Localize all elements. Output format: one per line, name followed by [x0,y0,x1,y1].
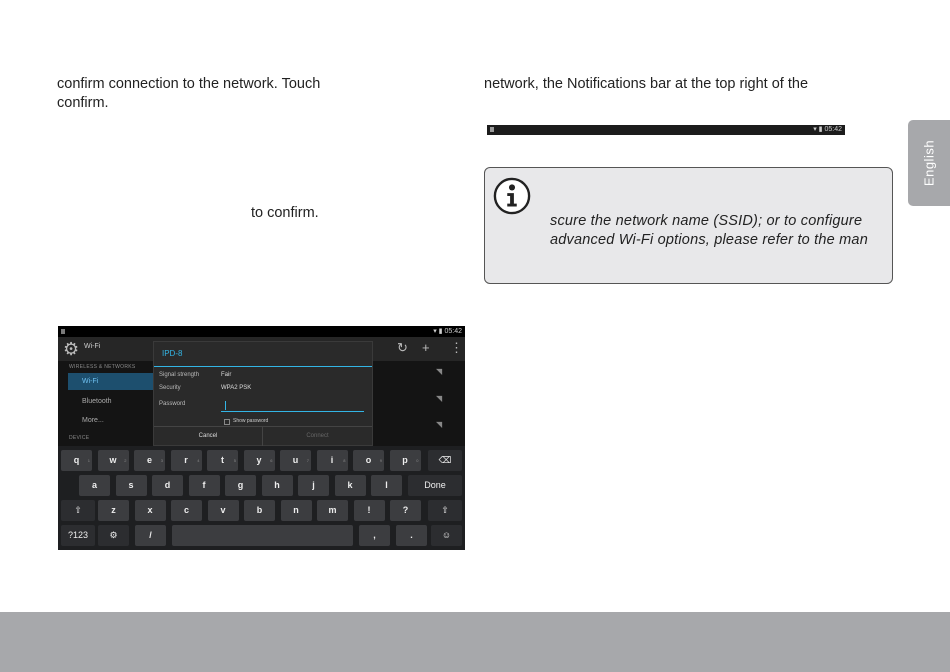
refresh-icon[interactable]: ↻ [397,340,408,355]
key-a[interactable]: a [79,475,110,496]
cancel-button[interactable]: Cancel [154,427,263,446]
security-value: WPA2 PSK [221,385,252,391]
action-bar-title: Wi-Fi [84,343,101,350]
key-period[interactable]: . [396,525,427,546]
wifi-connect-dialog [153,341,373,446]
signal-value: Fair [221,372,232,378]
section-device: DEVICE [69,435,90,441]
left-text-line-1: confirm connection to the network. Touch [57,76,321,92]
key-s[interactable]: s [116,475,147,496]
key-r[interactable]: r 4 [171,450,202,471]
password-field[interactable] [221,411,364,412]
signal-label: Signal strength [159,372,200,378]
key-j[interactable]: j [298,475,329,496]
key-comma[interactable]: , [359,525,390,546]
key-o[interactable]: o 9 [353,450,384,471]
connect-button[interactable]: Connect [306,433,329,439]
overflow-icon[interactable]: ⋮ [450,340,463,355]
notification-icon [490,127,494,132]
key-p[interactable]: p 0 [390,450,421,471]
status-notification-icon [61,329,65,334]
wifi-screenshot [58,326,465,550]
section-wireless: WIRELESS & NETWORKS [69,364,136,370]
key-question[interactable]: ? [390,500,421,521]
text-cursor [225,401,226,410]
status-bar [58,326,465,337]
key-i[interactable]: i 8 [317,450,348,471]
key-g[interactable]: g [225,475,256,496]
security-label: Security [159,385,181,391]
shift-icon[interactable]: ⇧ [428,500,462,521]
show-password-label: Show password [233,418,269,424]
language-tab-label: English [921,139,937,187]
key-d[interactable]: d [152,475,183,496]
key-h[interactable]: h [262,475,293,496]
key-t[interactable]: t 5 [207,450,238,471]
wifi-signal-icon: ◥ [436,394,443,403]
on-screen-keyboard [58,446,465,550]
symbols-key[interactable]: ?123 [61,525,95,546]
left-text-line-3: to confirm. [251,205,319,221]
status-time: ▾ ▮ 05:42 [433,328,462,335]
key-b[interactable]: b [244,500,275,521]
settings-icon[interactable]: ⚙ [98,525,129,546]
menu-item-wifi[interactable]: Wi-Fi [68,373,154,390]
key-v[interactable]: v [208,500,239,521]
key-c[interactable]: c [171,500,202,521]
gear-icon: ⚙ [63,339,80,359]
wifi-signal-icon: ◥ [436,367,443,376]
dialog-button-bar [154,426,372,446]
dialog-title: IPD-8 [162,349,183,358]
note-box [484,167,893,284]
key-exclamation[interactable]: ! [354,500,385,521]
key-e[interactable]: e 3 [134,450,165,471]
key-k[interactable]: k [335,475,366,496]
info-icon [493,177,531,215]
done-key[interactable]: Done [408,475,462,496]
key-x[interactable]: x [135,500,166,521]
notification-bar-image [487,125,845,135]
left-text-line-2: confirm. [57,95,109,111]
language-tab [908,120,950,206]
key-w[interactable]: w 2 [98,450,129,471]
space-bar[interactable] [172,525,353,546]
key-m[interactable]: m [317,500,348,521]
backspace-icon[interactable]: ⌫ [428,450,462,471]
wifi-signal-icon: ◥ [436,420,443,429]
menu-item-bluetooth[interactable]: Bluetooth [82,398,112,405]
show-password-checkbox[interactable] [224,419,230,425]
emoji-icon[interactable]: ☺ [431,525,462,546]
password-label: Password [159,401,186,407]
notification-status: ▾ ▮ 05:42 [813,126,842,133]
key-f[interactable]: f [189,475,220,496]
key-l[interactable]: l [371,475,402,496]
note-line-1: scure the network name (SSID); or to configure [550,213,863,229]
key-n[interactable]: n [281,500,312,521]
key-slash[interactable]: / [135,525,166,546]
menu-item-more[interactable]: More... [82,417,104,424]
key-z[interactable]: z [98,500,129,521]
note-line-2: advanced Wi-Fi options, please refer to the man [550,232,868,248]
page-footer-band [0,612,950,672]
right-text-line-1: network, the Notifications bar at the top right of the [484,76,809,92]
add-icon[interactable]: + [422,340,430,355]
shift-icon[interactable]: ⇧ [61,500,95,521]
key-u[interactable]: u 7 [280,450,311,471]
dialog-header [154,342,372,367]
key-y[interactable]: y 6 [244,450,275,471]
key-q[interactable]: q 1 [61,450,92,471]
